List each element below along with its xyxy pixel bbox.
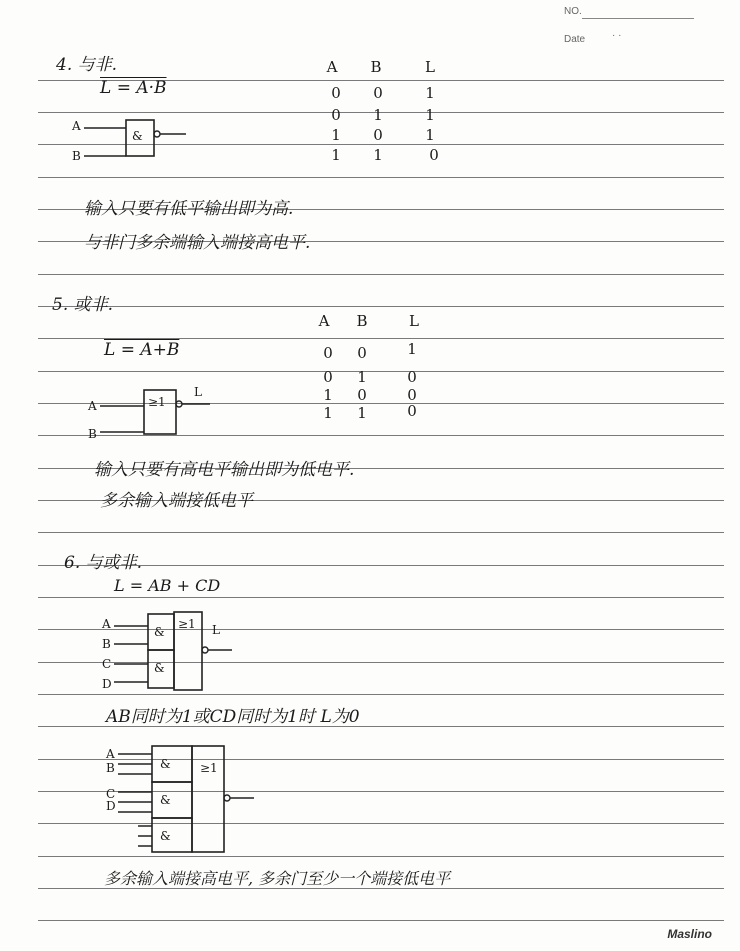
s4-table-cell: 1 — [425, 84, 435, 102]
s4-table-cell: 1 — [331, 126, 341, 144]
s4-table-cell: 0 — [373, 84, 383, 102]
s6-output-label: L — [212, 623, 220, 637]
header-no-label: NO. — [564, 6, 582, 17]
s5-nor-gate-diagram — [86, 380, 226, 446]
s6-and-gate-3 — [152, 818, 192, 852]
s4-table-cell: 1 — [425, 106, 435, 124]
s6-and-symbol: & — [160, 757, 171, 771]
s5-note-1: 输入只要有高电平输出即为低电平. — [94, 460, 355, 480]
s6-inversion-bubble — [202, 647, 208, 653]
header-date-dots: · · — [612, 30, 622, 41]
s5-input-b-label: B — [88, 427, 97, 441]
s5-table-cell: 0 — [407, 386, 417, 404]
s6-and-gate-1 — [152, 746, 192, 782]
s4-input-a-label: A — [72, 119, 81, 133]
s5-table-cell: 1 — [323, 404, 333, 422]
s5-inversion-bubble — [176, 401, 182, 407]
s6-and-gate-2 — [152, 782, 192, 818]
s4-table-cell: 0 — [429, 146, 439, 164]
s5-table-cell: 0 — [407, 368, 417, 386]
brand-logo: Maslino — [667, 927, 712, 941]
s4-table-cell: 0 — [331, 106, 341, 124]
s4-table-cell: 0 — [331, 84, 341, 102]
rule-line — [38, 338, 724, 339]
s6-input-c-label: C — [102, 657, 112, 671]
s5-table-cell: 0 — [323, 344, 333, 362]
s4-table-cell: 1 — [425, 126, 435, 144]
s5-table-cell: 1 — [407, 340, 417, 358]
s5-table-cell: 0 — [357, 386, 367, 404]
s6-and-symbol: & — [154, 661, 165, 675]
s5-note-2: 多余输入端接低电平 — [100, 491, 253, 511]
s6-and-symbol: & — [160, 793, 171, 807]
s6-input-d-label: D — [102, 677, 112, 691]
s4-title: 4. 与非. — [56, 55, 118, 75]
s4-nand-gate-diagram — [70, 112, 190, 172]
s4-gate-symbol: & — [132, 129, 143, 143]
s4-formula: L = A·B — [100, 78, 167, 98]
s5-table-header: L — [409, 312, 419, 330]
rule-line — [38, 597, 724, 598]
s5-title: 5. 或非. — [52, 295, 114, 315]
s4-table-header: A — [326, 58, 338, 76]
rule-line — [38, 177, 724, 178]
s5-table-header: A — [318, 312, 330, 330]
s6-formula: L = AB + CD — [114, 576, 221, 595]
s5-table-cell: 1 — [323, 386, 333, 404]
s5-input-a-label: A — [88, 399, 97, 413]
s4-note-2: 与非门多余端输入端接高电平. — [84, 233, 311, 253]
s6-or-symbol: ≥1 — [200, 761, 218, 775]
s4-table-header: B — [370, 58, 382, 76]
s6-note-1: AB同时为1或CD同时为1时 L为0 — [106, 707, 360, 727]
s6-input-b-label: B — [106, 761, 115, 775]
s6-aoi-gate-diagram — [100, 604, 270, 694]
s5-table-cell: 1 — [357, 404, 367, 422]
s5-gate-symbol: ≥1 — [148, 395, 166, 409]
s5-table-cell: 1 — [357, 368, 367, 386]
s6-input-a-label: A — [102, 617, 111, 631]
rule-line — [38, 532, 724, 533]
s5-table-cell: 0 — [357, 344, 367, 362]
s6-input-d-label: D — [106, 799, 116, 813]
s4-table-cell: 1 — [373, 106, 383, 124]
s6-input-a-label: A — [106, 747, 115, 761]
s5-table-cell: 0 — [323, 368, 333, 386]
s5-table-cell: 0 — [407, 402, 417, 420]
rule-line — [38, 856, 724, 857]
s6-or-symbol: ≥1 — [178, 617, 196, 631]
rule-line — [38, 920, 724, 921]
s4-table-cell: 1 — [331, 146, 341, 164]
rule-line — [38, 371, 724, 372]
s6-title: 6. 与或非. — [64, 553, 143, 573]
s6-extended-aoi-diagram — [104, 742, 264, 854]
rule-line — [38, 274, 724, 275]
s6-and-symbol: & — [154, 625, 165, 639]
s5-output-label: L — [194, 385, 202, 399]
s4-input-b-label: B — [72, 149, 81, 163]
s4-table-cell: 1 — [373, 146, 383, 164]
s6-input-c-label: C — [106, 787, 116, 801]
rule-line — [38, 694, 724, 695]
s4-note-1: 输入只要有低平输出即为高. — [84, 199, 294, 219]
s4-table-header: L — [425, 58, 435, 76]
header-date-label: Date — [564, 34, 586, 45]
header-no-line — [582, 18, 694, 19]
s6-input-b-label: B — [102, 637, 111, 651]
s6-and-symbol: & — [160, 829, 171, 843]
s4-inversion-bubble — [154, 131, 160, 137]
s6-inversion-bubble — [224, 795, 230, 801]
s4-table-cell: 0 — [373, 126, 383, 144]
s5-formula: L = A+B — [104, 340, 180, 360]
s6-note-2: 多余输入端接高电平, 多余门至少一个端接低电平 — [104, 869, 451, 888]
rule-line — [38, 306, 724, 307]
s5-table-header: B — [356, 312, 368, 330]
